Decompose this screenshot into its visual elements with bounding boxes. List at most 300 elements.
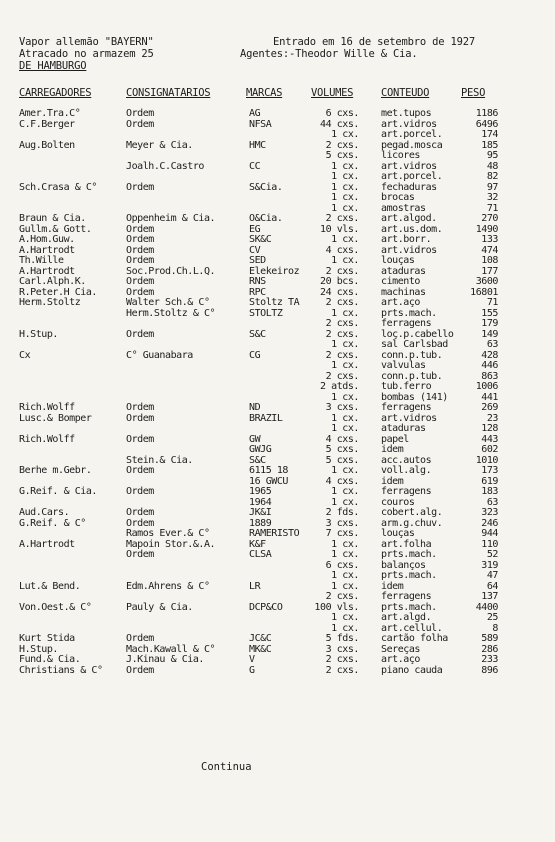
berth-info: Atracado no armazem 25 [19, 48, 154, 60]
contents-cell: louças [381, 255, 415, 266]
column-header-consignatarios: CONSIGNATARIOS [126, 87, 211, 99]
table-row [0, 644, 555, 655]
weight-cell: 428 [481, 349, 498, 361]
weight-cell: 48 [486, 160, 498, 172]
table-row [0, 108, 555, 119]
volumes-cell: 1 cx. [331, 160, 359, 172]
marks-cell: G [249, 664, 255, 676]
weight-cell: 108 [481, 255, 498, 266]
volumes-cell: 1 cx. [331, 339, 359, 350]
carrier-cell: Fund.& Cia. [19, 654, 81, 665]
marks-cell: MK&C [249, 643, 272, 655]
table-row [0, 129, 555, 140]
table-row [0, 224, 555, 235]
contents-cell: cobert.alg. [381, 507, 443, 518]
consignee-cell: Ordem [126, 507, 154, 518]
volumes-cell: 2 atds. [320, 381, 359, 392]
marks-cell: SED [249, 255, 266, 266]
contents-cell: ferragens [381, 318, 432, 329]
table-row [0, 255, 555, 266]
weight-cell: 286 [481, 643, 498, 655]
volumes-cell: 2 cxs. [325, 213, 359, 224]
column-header-conteudo: CONTEUDO [381, 87, 430, 99]
weight-cell: 173 [481, 465, 498, 476]
arrival-date: Entrado em 16 de setembro de 1927 [273, 36, 476, 48]
table-row [0, 119, 555, 130]
contents-cell: art.aço [381, 297, 420, 308]
consignee-cell: Soc.Prod.Ch.L.Q. [126, 265, 216, 277]
contents-cell: met.tupos [381, 108, 432, 119]
consignee-cell: Ordem [126, 108, 154, 119]
contents-cell: loç.p.cabello [381, 328, 454, 340]
table-row [0, 140, 555, 151]
volumes-cell: 10 vls. [320, 223, 359, 235]
marks-cell: RAMERISTO [249, 528, 300, 539]
contents-cell: sal Carlsbad [381, 339, 448, 350]
consignee-cell: Mapoin Stor.&.A. [126, 538, 216, 550]
table-row [0, 455, 555, 466]
marks-cell: CV [249, 244, 261, 256]
carrier-cell: Rich.Wolff [19, 402, 75, 413]
table-row [0, 507, 555, 518]
consignee-cell: Edm.Ahrens & C° [126, 580, 210, 592]
marks-cell: HMC [249, 139, 266, 151]
table-row [0, 339, 555, 350]
marks-cell: GW [249, 433, 261, 445]
table-row [0, 486, 555, 497]
consignee-cell: Ordem [126, 255, 154, 266]
volumes-cell: 1 cx. [331, 612, 359, 623]
volumes-cell: 24 cxs. [320, 286, 359, 298]
marks-cell: LR [249, 580, 261, 592]
weight-cell: 149 [481, 328, 498, 340]
weight-cell: 183 [481, 486, 498, 497]
volumes-cell: 2 cxs. [325, 664, 359, 676]
weight-cell: 155 [481, 307, 498, 319]
volumes-cell: 1 cx. [331, 255, 359, 266]
weight-cell: 174 [481, 129, 498, 140]
volumes-cell: 6 cxs. [325, 108, 359, 119]
carrier-cell: Carl.Alph.K. [19, 276, 86, 287]
marks-cell: Stoltz TA [249, 297, 300, 308]
marks-cell: 16 GWCU [249, 475, 288, 487]
weight-cell: 233 [481, 654, 498, 665]
contents-cell: prts.mach. [381, 601, 437, 613]
contents-cell: piano cauda [381, 664, 443, 676]
carrier-cell: H.Stup. [19, 643, 58, 655]
consignee-cell: Mach.Kawall & C° [126, 643, 216, 655]
table-row [0, 350, 555, 361]
contents-cell: ferragens [381, 486, 432, 497]
consignee-cell: Herm.Stoltz & C° [126, 307, 216, 319]
contents-cell: machinas [381, 286, 426, 298]
consignee-cell: Ordem [126, 517, 154, 529]
carrier-cell: Herm.Stoltz [19, 297, 81, 308]
carrier-cell: Lusc.& Bomper [19, 412, 92, 424]
carrier-cell: Aud.Cars. [19, 507, 70, 518]
consignee-cell: Ordem [126, 181, 154, 193]
carrier-cell: R.Peter.H Cia. [19, 286, 97, 298]
contents-cell: fechaduras [381, 181, 437, 193]
volumes-cell: 2 cxs. [325, 591, 359, 602]
weight-cell: 185 [481, 139, 498, 151]
volumes-cell: 5 cxs. [325, 454, 359, 466]
volumes-cell: 1 cx. [331, 234, 359, 245]
volumes-cell: 3 cxs. [325, 517, 359, 529]
carrier-cell: Berhe m.Gebr. [19, 465, 92, 476]
volumes-cell: 2 cxs. [325, 349, 359, 361]
volumes-cell: 1 cx. [331, 129, 359, 140]
volumes-cell: 1 cx. [331, 549, 359, 560]
consignee-cell: Meyer & Cia. [126, 139, 193, 151]
marks-cell: STOLTZ [249, 307, 283, 319]
marks-cell: K&F [249, 538, 266, 550]
consignee-cell: Ordem [126, 465, 154, 476]
consignee-cell: Ordem [126, 433, 154, 445]
marks-cell: 1964 [249, 496, 272, 508]
carrier-cell: H.Stup. [19, 328, 58, 340]
weight-cell: 602 [481, 444, 498, 455]
carrier-cell: A.Hom.Guw. [19, 234, 75, 245]
carrier-cell: Braun & Cia. [19, 213, 86, 224]
table-row [0, 528, 555, 539]
table-row [0, 234, 555, 245]
contents-cell: art.porcel. [381, 171, 443, 182]
table-row [0, 329, 555, 340]
column-header-volumes: VOLUMES [311, 87, 354, 99]
marks-cell: 1889 [249, 517, 272, 529]
marks-cell: Elekeiroz [249, 265, 300, 277]
table-row [0, 581, 555, 592]
volumes-cell: 3 cxs. [325, 402, 359, 413]
contents-cell: ataduras [381, 265, 426, 277]
weight-cell: 1490 [475, 223, 498, 235]
contents-cell: licores [381, 150, 420, 161]
volumes-cell: 1 cx. [331, 496, 359, 508]
continued-note: Continua [201, 761, 252, 773]
contents-cell: acc.autos [381, 454, 432, 466]
consignee-cell: Ordem [126, 286, 154, 298]
table-row [0, 591, 555, 602]
volumes-cell: 1 cx. [331, 202, 359, 214]
volumes-cell: 44 cxs. [320, 118, 359, 130]
contents-cell: conn.p.tub. [381, 370, 443, 382]
consignee-cell: Ordem [126, 486, 154, 497]
volumes-cell: 5 cxs. [325, 444, 359, 455]
table-row [0, 570, 555, 581]
table-row [0, 297, 555, 308]
volumes-cell: 4 cxs. [325, 244, 359, 256]
weight-cell: 319 [481, 559, 498, 571]
table-row [0, 623, 555, 634]
table-row [0, 213, 555, 224]
weight-cell: 71 [486, 202, 498, 214]
weight-cell: 25 [486, 612, 498, 623]
manifest-table [0, 108, 555, 675]
weight-cell: 6496 [475, 118, 498, 130]
volumes-cell: 1 cx. [331, 486, 359, 497]
table-row [0, 171, 555, 182]
volumes-cell: 1 cx. [331, 181, 359, 193]
weight-cell: 47 [486, 570, 498, 581]
volumes-cell: 1 cx. [331, 423, 359, 434]
table-row [0, 413, 555, 424]
weight-cell: 323 [481, 507, 498, 518]
volumes-cell: 7 cxs. [325, 528, 359, 539]
agents-info: Agentes:-Theodor Wille & Cia. [240, 48, 418, 60]
consignee-cell: Joalh.C.Castro [126, 160, 204, 172]
contents-cell: louças [381, 528, 415, 539]
weight-cell: 270 [481, 213, 498, 224]
volumes-cell: 5 fds. [325, 633, 359, 644]
weight-cell: 64 [486, 580, 498, 592]
consignee-cell: Walter Sch.& C° [126, 297, 210, 308]
column-header-carregadores: CARREGADORES [19, 87, 92, 99]
table-row [0, 192, 555, 203]
contents-cell: prts.mach. [381, 307, 437, 319]
weight-cell: 3600 [475, 276, 498, 287]
weight-cell: 4400 [475, 601, 498, 613]
table-row [0, 465, 555, 476]
volumes-cell: 5 cxs. [325, 150, 359, 161]
consignee-cell: Ordem [126, 664, 154, 676]
marks-cell: RPC [249, 286, 266, 298]
weight-cell: 1186 [475, 108, 498, 119]
table-row [0, 560, 555, 571]
table-row [0, 518, 555, 529]
weight-cell: 133 [481, 234, 498, 245]
weight-cell: 1010 [475, 454, 498, 466]
table-row [0, 360, 555, 371]
column-header-peso: PESO [461, 87, 486, 99]
weight-cell: 63 [486, 496, 498, 508]
consignee-cell: Ordem [126, 118, 154, 130]
table-row [0, 308, 555, 319]
carrier-cell: A.Hartrodt [19, 265, 75, 277]
marks-cell: BRAZIL [249, 412, 283, 424]
contents-cell: brocas [381, 192, 415, 203]
volumes-cell: 1 cx. [331, 307, 359, 319]
consignee-cell: Ramos Ever.& C° [126, 528, 210, 539]
marks-cell: AG [249, 108, 261, 119]
table-row [0, 423, 555, 434]
volumes-cell: 1 cx. [331, 622, 359, 634]
contents-cell: art.vidros [381, 244, 437, 256]
carrier-cell: Sch.Crasa & C° [19, 181, 97, 193]
contents-cell: conn.p.tub. [381, 349, 443, 361]
contents-cell: art.folha [381, 538, 432, 550]
table-row [0, 476, 555, 487]
volumes-cell: 2 cxs. [325, 370, 359, 382]
volumes-cell: 1 cx. [331, 570, 359, 581]
weight-cell: 32 [486, 192, 498, 203]
weight-cell: 16801 [470, 286, 498, 298]
carrier-cell: Lut.& Bend. [19, 580, 81, 592]
volumes-cell: 1 cx. [331, 192, 359, 203]
carrier-cell: Cx [19, 349, 31, 361]
contents-cell: pegad.mosca [381, 139, 443, 151]
consignee-cell: Ordem [126, 276, 154, 287]
weight-cell: 1006 [475, 381, 498, 392]
carrier-cell: A.Hartrodt [19, 244, 75, 256]
carrier-cell: Gullm.& Gott. [19, 223, 92, 235]
column-header-marcas: MARCAS [246, 87, 283, 99]
weight-cell: 589 [481, 633, 498, 644]
marks-cell: ND [249, 402, 261, 413]
weight-cell: 23 [486, 412, 498, 424]
table-row [0, 161, 555, 172]
table-row [0, 266, 555, 277]
contents-cell: art.vidros [381, 412, 437, 424]
contents-cell: amostras [381, 202, 426, 214]
marks-cell: RNS [249, 276, 266, 287]
carrier-cell: Christians & C° [19, 664, 103, 676]
volumes-cell: 6 cxs. [325, 559, 359, 571]
volumes-cell: 1 cx. [331, 360, 359, 371]
contents-cell: valvulas [381, 360, 426, 371]
contents-cell: ferragens [381, 591, 432, 602]
volumes-cell: 1 cx. [331, 171, 359, 182]
weight-cell: 137 [481, 591, 498, 602]
weight-cell: 8 [492, 622, 498, 634]
marks-cell: 6115 18 [249, 465, 288, 476]
consignee-cell: Stein.& Cia. [126, 454, 193, 466]
consignee-cell: Ordem [126, 549, 154, 560]
consignee-cell: Ordem [126, 234, 154, 245]
volumes-cell: 4 cxs. [325, 433, 359, 445]
weight-cell: 110 [481, 538, 498, 550]
consignee-cell: Ordem [126, 328, 154, 340]
contents-cell: art.aço [381, 654, 420, 665]
volumes-cell: 20 bcs. [320, 276, 359, 287]
carrier-cell: G.Reif. & Cia. [19, 486, 97, 497]
consignee-cell: J.Kinau & Cia. [126, 654, 204, 665]
table-row [0, 182, 555, 193]
contents-cell: cimento [381, 276, 420, 287]
marks-cell: DCP&CO [249, 601, 283, 613]
table-row [0, 633, 555, 644]
contents-cell: art.algd. [381, 612, 432, 623]
weight-cell: 71 [486, 297, 498, 308]
consignee-cell: Pauly & Cia. [126, 601, 193, 613]
contents-cell: balanços [381, 559, 426, 571]
table-row [0, 497, 555, 508]
marks-cell: CG [249, 349, 261, 361]
weight-cell: 246 [481, 517, 498, 529]
contents-cell: Sereças [381, 643, 420, 655]
weight-cell: 446 [481, 360, 498, 371]
marks-cell: CC [249, 160, 261, 172]
contents-cell: idem [381, 475, 404, 487]
weight-cell: 95 [486, 150, 498, 161]
weight-cell: 63 [486, 339, 498, 350]
carrier-cell: Rich.Wolff [19, 433, 75, 445]
volumes-cell: 1 cx. [331, 412, 359, 424]
carrier-cell: G.Reif. & C° [19, 517, 86, 529]
contents-cell: prts.mach. [381, 570, 437, 581]
consignee-cell: Ordem [126, 633, 154, 644]
volumes-cell: 100 vls. [314, 601, 359, 613]
volumes-cell: 1 cx. [331, 580, 359, 592]
weight-cell: 97 [486, 181, 498, 193]
carrier-cell: Aug.Bolten [19, 139, 75, 151]
carrier-cell: C.F.Berger [19, 118, 75, 130]
origin-port: DE HAMBURGO [19, 60, 87, 72]
volumes-cell: 2 cxs. [325, 139, 359, 151]
volumes-cell: 1 cx. [331, 538, 359, 550]
consignee-cell: Ordem [126, 223, 154, 235]
contents-cell: papel [381, 433, 409, 445]
marks-cell: CLSA [249, 549, 272, 560]
weight-cell: 443 [481, 433, 498, 445]
marks-cell: O&Cia. [249, 213, 283, 224]
consignee-cell: Ordem [126, 244, 154, 256]
consignee-cell: Ordem [126, 402, 154, 413]
table-row [0, 203, 555, 214]
carrier-cell: Th.Wille [19, 255, 64, 266]
volumes-cell: 3 cxs. [325, 643, 359, 655]
table-row [0, 549, 555, 560]
weight-cell: 52 [486, 549, 498, 560]
ship-name: Vapor allemão "BAYERN" [19, 36, 154, 48]
consignee-cell: Oppenheim & Cia. [126, 213, 216, 224]
contents-cell: arm.g.chuv. [381, 517, 443, 529]
table-row [0, 381, 555, 392]
contents-cell: art.us.dom. [381, 223, 443, 235]
consignee-cell: C° Guanabara [126, 349, 193, 361]
table-row [0, 444, 555, 455]
marks-cell: V [249, 654, 255, 665]
table-row [0, 150, 555, 161]
table-row [0, 654, 555, 665]
carrier-cell: Von.Oest.& C° [19, 601, 92, 613]
table-row [0, 665, 555, 676]
weight-cell: 269 [481, 402, 498, 413]
marks-cell: NFSA [249, 118, 272, 130]
table-row [0, 434, 555, 445]
contents-cell: ataduras [381, 423, 426, 434]
carrier-cell: A.Hartrodt [19, 538, 75, 550]
volumes-cell: 1 cx. [331, 391, 359, 403]
weight-cell: 441 [481, 391, 498, 403]
contents-cell: idem [381, 580, 404, 592]
weight-cell: 944 [481, 528, 498, 539]
carrier-cell: Kurt Stida [19, 633, 75, 644]
contents-cell: voll.alg. [381, 465, 432, 476]
contents-cell: couros [381, 496, 415, 508]
table-row [0, 539, 555, 550]
weight-cell: 128 [481, 423, 498, 434]
table-row [0, 287, 555, 298]
contents-cell: art.porcel. [381, 129, 443, 140]
table-row [0, 392, 555, 403]
volumes-cell: 2 cxs. [325, 654, 359, 665]
marks-cell: S&Cia. [249, 181, 283, 193]
volumes-cell: 2 cxs. [325, 328, 359, 340]
contents-cell: art.vidros [381, 160, 437, 172]
volumes-cell: 4 cxs. [325, 475, 359, 487]
volumes-cell: 2 fds. [325, 507, 359, 518]
volumes-cell: 1 cx. [331, 465, 359, 476]
consignee-cell: Ordem [126, 412, 154, 424]
table-row [0, 318, 555, 329]
marks-cell: S&C [249, 328, 266, 340]
weight-cell: 863 [481, 370, 498, 382]
volumes-cell: 2 cxs. [325, 265, 359, 277]
carrier-cell: Amer.Tra.C° [19, 108, 81, 119]
marks-cell: SK&C [249, 234, 272, 245]
contents-cell: art.algod. [381, 213, 437, 224]
